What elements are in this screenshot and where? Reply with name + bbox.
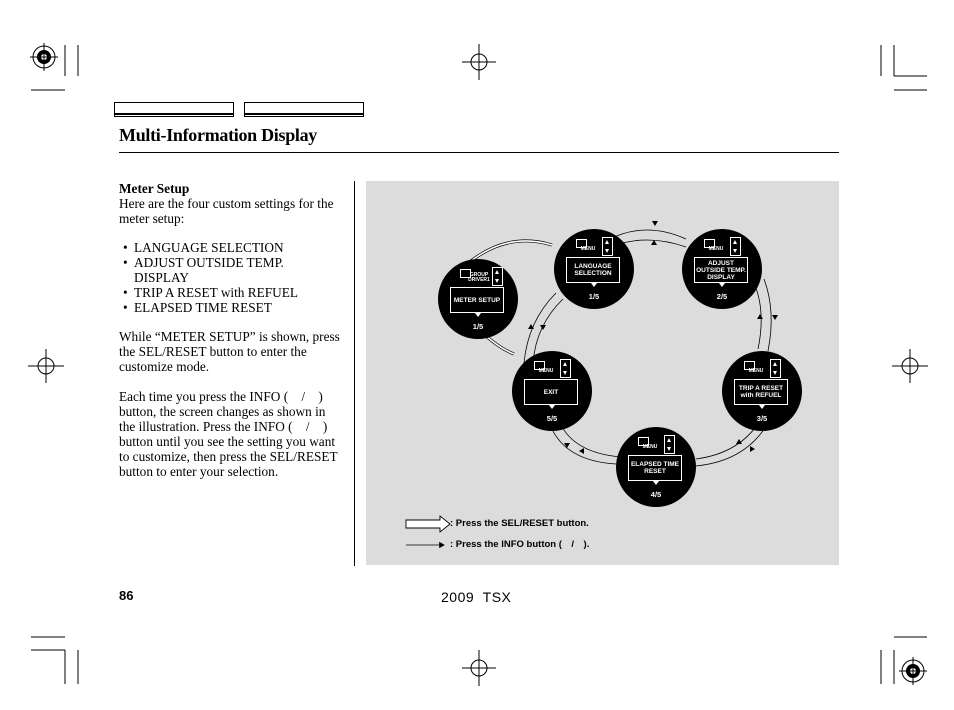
list-item: • LANGUAGE SELECTION — [119, 240, 341, 255]
up-down-arrow-icon — [492, 267, 503, 286]
page-number: 86 — [119, 588, 134, 603]
legend-info: : Press the INFO button ( / ). — [450, 539, 590, 550]
up-down-arrow-icon — [770, 359, 781, 378]
screen-label: MENU — [538, 368, 554, 374]
screen-trip-a-reset — [722, 351, 802, 431]
screen-count: 5/5 — [546, 414, 558, 423]
screen-label: MENU — [748, 368, 764, 374]
screen-label: MENU — [580, 246, 596, 252]
screen-label: MENU — [708, 246, 724, 252]
customize-instruction: While “METER SETUP” is shown, press the SEL/RESET button to enter the customize mode. — [119, 329, 340, 374]
screen-text: EXIT — [524, 379, 578, 405]
screen-count: 4/5 — [650, 490, 662, 499]
screen-count: 1/5 — [588, 292, 600, 301]
screen-text: LANGUAGE SELECTION — [566, 257, 620, 283]
screen-elapsed-time-reset — [616, 427, 696, 507]
column-divider — [354, 181, 355, 566]
screen-label: GROUP DRIVER1 — [468, 272, 490, 283]
meter-setup-diagram — [366, 181, 839, 565]
title-divider — [119, 152, 839, 153]
page-title: Multi-Information Display — [119, 125, 318, 145]
screen-adjust-outside-temp — [682, 229, 762, 309]
screen-count: 1/5 — [472, 322, 484, 331]
header-tab-box-1 — [114, 102, 234, 117]
section-heading: Meter Setup — [119, 181, 190, 196]
header-tab-box-2 — [244, 102, 364, 117]
down-triangle-icon — [759, 405, 765, 409]
up-down-arrow-icon — [560, 359, 571, 378]
legend-sel-reset: : Press the SEL/RESET button. — [450, 518, 589, 529]
screen-label: MENU — [642, 444, 658, 450]
screen-text: TRIP A RESET with REFUEL — [734, 379, 788, 405]
screen-text: ADJUST OUTSIDE TEMP. DISPLAY — [694, 257, 748, 283]
intro-text: Here are the four custom settings for the meter setup: — [119, 196, 334, 226]
list-item: • TRIP A RESET with REFUEL — [119, 285, 341, 300]
up-down-arrow-icon — [602, 237, 613, 256]
left-text-column — [119, 181, 341, 479]
screen-language-selection — [554, 229, 634, 309]
list-item: • ADJUST OUTSIDE TEMP. DISPLAY — [119, 255, 341, 285]
model-label: 2009 TSX — [441, 589, 512, 605]
screen-text: METER SETUP — [450, 287, 504, 313]
down-triangle-icon — [719, 283, 725, 287]
screen-text: ELAPSED TIME RESET — [628, 455, 682, 481]
screen-meter-setup — [438, 259, 518, 339]
screen-count: 3/5 — [756, 414, 768, 423]
settings-list — [119, 240, 341, 315]
up-down-arrow-icon — [730, 237, 741, 256]
down-triangle-icon — [549, 405, 555, 409]
down-triangle-icon — [591, 283, 597, 287]
screen-exit — [512, 351, 592, 431]
screen-count: 2/5 — [716, 292, 728, 301]
down-triangle-icon — [653, 481, 659, 485]
down-triangle-icon — [475, 313, 481, 317]
info-button-instruction: Each time you press the INFO ( / ) button, the screen changes as shown in the illustration. Press the INFO ( / ) button until you see the setting you want to customize, then press the SEL/RESET button to enter your selection. — [119, 389, 338, 479]
up-down-arrow-icon — [664, 435, 675, 454]
list-item: • ELAPSED TIME RESET — [119, 300, 341, 315]
